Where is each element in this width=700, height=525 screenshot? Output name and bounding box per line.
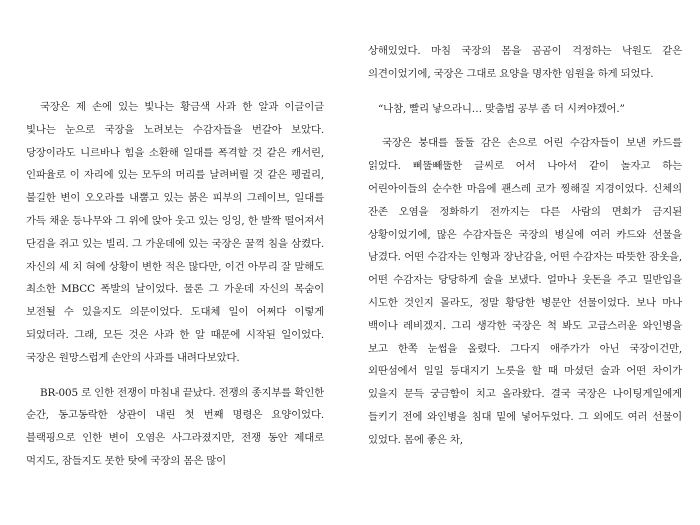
right-paragraph-1: 상해있었다. 마침 국장의 몸을 곰곰이 걱정하는 낙원도 같은 의견이었기에, 국장은 그대로 요양을 명자한 임원을 하게 되었다.: [368, 45, 682, 80]
right-dialogue-line: “나참, 빨리 낳으라니… 맞춤법 공부 좀 더 시켜야겠어.”: [378, 102, 625, 115]
left-paragraph-2: BR-005 로 인한 전쟁이 마침내 끝났다. 전쟁의 종지부를 확인한 순간, 동고동락한 상관이 내린 첫 번째 명령은 요양이었다. 블랙핑으로 인한 변이 오염은 사그라졌지만, 전쟁 동안 제대로 먹지도, 잠들지도 못한 탓에 국장의 몸은 많이: [26, 386, 324, 467]
right-paragraph-3: 국장은 붕대를 둘둘 감은 손으로 어린 수감자들이 보낸 카드를 읽었다. 삐뚤빼뚤한 글씨로 어서 나아서 같이 놀자고 하는 어린아이들의 순수한 마음에 괜스레 코가 찡해질 지경이었다. 신체의 잔존 오염을 정화하기 전까지는 다른 사람의 면회가 금지된 상황이었기에, 많은 수감자들은 국장의 병실에 여러 카드와 선물을 남겼다. 어떤 수감자는 인형과 장난감을, 어떤 수감자는 따뜻한 잠옷을, 어떤 수감자는 당당하게 술을 보냈다. 얼마나 웃돈을 주고 밀반입을 시도한 것인지 몰라도, 정말 황당한 병문안 선물이었다. 보나 마나 백이나 레비겠지. 그리 생각한 국장은 척 봐도 고급스러운 와인병을 보고 한쪽 눈썹을 올렸다. 그다지 애주가가 아닌 국장이건만, 외딴섬에서 일일 등대지기 노릇을 할 때 마셨던 술과 어떤 차이가 있을지 문득 궁금함이 치고 올라왔다. 결국 국장은 나이팅게일에게 들키기 전에 와인병을 침대 밑에 넣어두었다. 그 외에도 여러 선물이 있었다. 몸에 좋은 차,: [368, 137, 682, 446]
right-page: [350, 0, 700, 525]
left-paragraph-1: 국장은 제 손에 있는 빛나는 황금색 사과 한 알과 이글이글 빛나는 눈으로 국장을 노려보는 수감자들을 번갈아 보았다. 당장이라도 니르바나 힘을 소환해 일대를 폭격할 것 같은 캐서린, 인파율로 이 자리에 있는 모두의 머리를 날려버릴 것 같은 펭귈리, 불길한 변이 오오라를 내뿜고 있는 붉은 피부의 그레이브, 일대를 가득 채운 등나무와 그 위에 앉아 웃고 있는 잉잉, 한 발짝 떨어져서 단검을 쥐고 있는 빌리. 그 가운데에 있는 국장은 꿀꺽 침을 삼켰다. 자신의 세 치 혀에 상황이 변한 적은 많다만, 이건 아무리 잘 말해도 최소한 MBCC 폭발의 날이었다. 물론 그 가운데 자신의 목숨이 보전될 수 있을지도 의문이었다. 도대체 일이 어쩌다 이렇게 되었더라. 그래, 모든 것은 사과 한 알 때문에 시작된 일이었다. 국장은 원망스럽게 손안의 사과를 내려다보았다.: [26, 101, 324, 364]
